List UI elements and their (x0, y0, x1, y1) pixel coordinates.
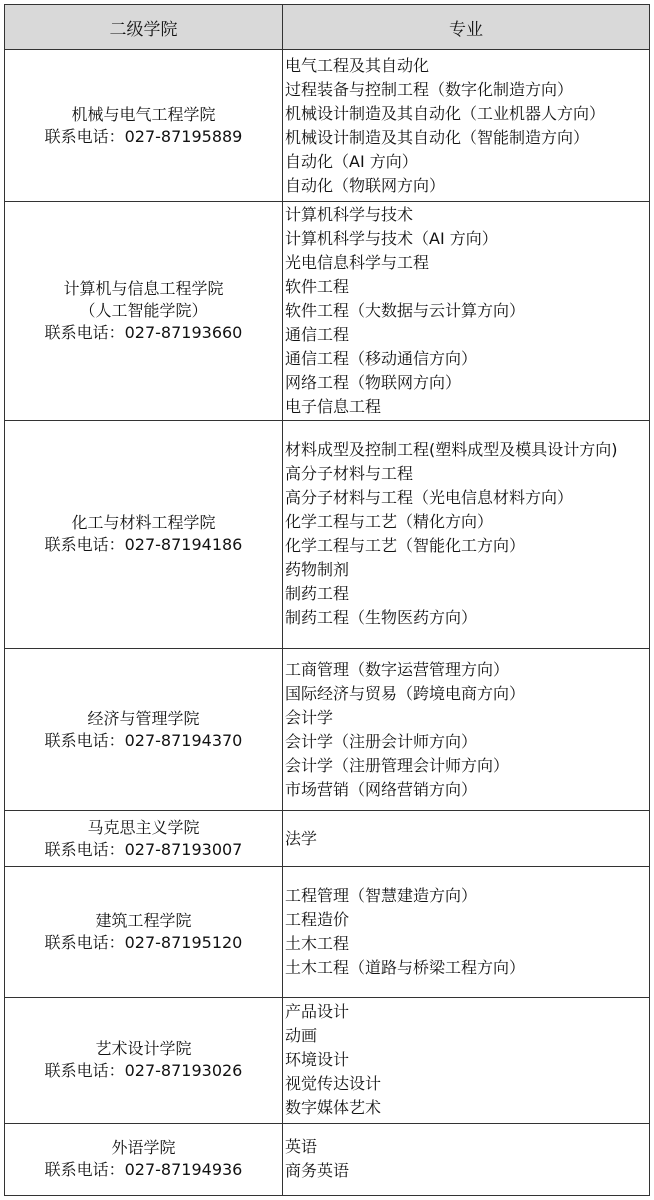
major-item: 机械设计制造及其自动化（智能制造方向） (285, 127, 590, 147)
major-item: 工商管理（数字运营管理方向） (285, 659, 510, 679)
header-row (5, 5, 650, 50)
college-cell (5, 1123, 283, 1195)
major-item: 高分子材料与工程（光电信息材料方向） (285, 488, 574, 508)
college-subname: （人工智能学院） (79, 300, 208, 320)
majors-cell (283, 50, 650, 202)
college-row (5, 649, 650, 811)
college-phone: 联系电话：027-87195120 (44, 933, 243, 953)
major-item: 化学工程与工艺（精化方向） (285, 512, 494, 532)
college-row (5, 1123, 650, 1195)
major-item: 数字媒体艺术 (285, 1098, 382, 1118)
major-item: 视觉传达设计 (285, 1074, 382, 1094)
majors-cell (283, 1123, 650, 1195)
major-item: 制药工程（生物医药方向） (285, 608, 478, 628)
major-item: 产品设计 (285, 1002, 350, 1022)
college-name: 计算机与信息工程学院 (63, 278, 224, 298)
college-cell (5, 867, 283, 997)
college-name: 经济与管理学院 (87, 708, 200, 728)
college-cell (5, 997, 283, 1123)
college-name: 马克思主义学院 (87, 817, 200, 837)
college-row (5, 997, 650, 1123)
college-row (5, 50, 650, 202)
major-item: 市场营销（网络营销方向） (285, 779, 478, 799)
majors-cell (283, 997, 650, 1123)
college-phone: 联系电话：027-87194936 (44, 1160, 243, 1180)
major-item: 高分子材料与工程 (285, 464, 414, 484)
college-cell (5, 202, 283, 420)
major-item: 药物制剂 (285, 560, 350, 580)
major-item: 法学 (285, 828, 318, 848)
college-phone: 联系电话：027-87194370 (44, 730, 243, 750)
major-item: 光电信息科学与工程 (285, 252, 430, 272)
major-item: 国际经济与贸易（跨境电商方向） (285, 683, 526, 703)
college-phone: 联系电话：027-87193007 (44, 839, 243, 859)
header-college: 二级学院 (5, 5, 283, 50)
major-item: 会计学 (285, 707, 334, 727)
major-item: 机械设计制造及其自动化（工业机器人方向） (285, 103, 606, 123)
major-item: 会计学（注册管理会计师方向） (285, 755, 510, 775)
major-item: 英语 (285, 1137, 318, 1157)
college-row (5, 867, 650, 997)
major-item: 工程造价 (285, 910, 350, 930)
college-phone: 联系电话：027-87194186 (44, 535, 243, 555)
major-item: 会计学（注册会计师方向） (285, 731, 478, 751)
major-item: 网络工程（物联网方向） (285, 372, 462, 392)
majors-cell (283, 649, 650, 811)
major-item: 土木工程（道路与桥梁工程方向） (285, 958, 526, 978)
major-item: 动画 (285, 1026, 318, 1046)
college-phone: 联系电话：027-87195889 (44, 126, 243, 146)
college-name: 建筑工程学院 (95, 911, 192, 931)
college-phone: 联系电话：027-87193660 (44, 322, 243, 342)
major-item: 计算机科学与技术（AI 方向） (285, 228, 498, 248)
major-item: 自动化（AI 方向） (285, 151, 418, 171)
major-item: 软件工程（大数据与云计算方向） (285, 300, 526, 320)
major-item: 电气工程及其自动化 (285, 55, 430, 75)
college-name: 艺术设计学院 (95, 1039, 192, 1059)
major-item: 计算机科学与技术 (285, 204, 414, 224)
header-major: 专业 (283, 5, 650, 50)
major-item: 环境设计 (285, 1050, 350, 1070)
majors-cell (283, 811, 650, 867)
major-item: 软件工程 (285, 276, 350, 296)
college-cell (5, 420, 283, 648)
college-row (5, 420, 650, 648)
major-item: 土木工程 (285, 934, 350, 954)
college-majors-table (4, 4, 650, 1196)
major-item: 电子信息工程 (285, 396, 382, 416)
college-row (5, 811, 650, 867)
college-row (5, 202, 650, 420)
college-cell (5, 811, 283, 867)
major-item: 工程管理（智慧建造方向） (285, 886, 478, 906)
major-item: 材料成型及控制工程(塑料成型及模具设计方向) (285, 440, 618, 460)
major-item: 化学工程与工艺（智能化工方向） (285, 536, 526, 556)
college-name: 化工与材料工程学院 (71, 513, 216, 533)
major-item: 通信工程（移动通信方向） (285, 348, 478, 368)
majors-cell (283, 420, 650, 648)
college-name: 机械与电气工程学院 (71, 104, 216, 124)
college-cell (5, 50, 283, 202)
college-phone: 联系电话：027-87193026 (44, 1061, 243, 1081)
majors-cell (283, 867, 650, 997)
major-item: 制药工程 (285, 584, 350, 604)
major-item: 通信工程 (285, 324, 350, 344)
major-item: 商务英语 (285, 1161, 350, 1181)
major-item: 自动化（物联网方向） (285, 175, 446, 195)
majors-cell (283, 202, 650, 420)
college-name: 外语学院 (111, 1138, 176, 1158)
college-cell (5, 649, 283, 811)
major-item: 过程装备与控制工程（数字化制造方向） (285, 79, 574, 99)
